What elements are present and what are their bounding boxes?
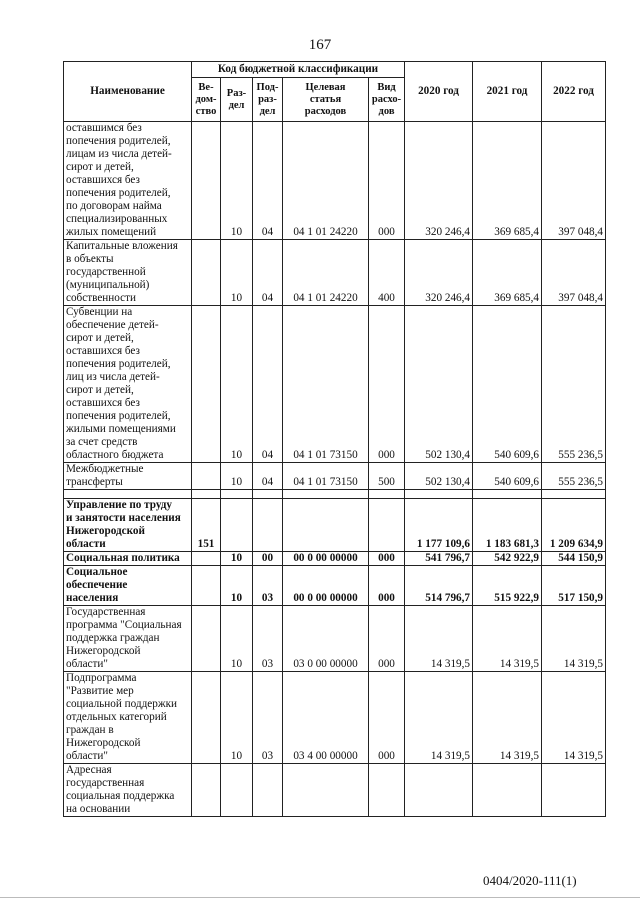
cell-ved [192,606,221,672]
cell-ved [192,463,221,490]
cell-y2021: 515 922,9 [473,566,542,606]
cell-name: Межбюджетные трансферты [64,463,192,490]
cell-podrazdel: 03 [253,566,283,606]
cell-y2020: 1 177 109,6 [405,499,473,552]
table-row [64,764,606,817]
table-row [64,552,606,566]
cell-y2021 [473,764,542,817]
header-target: Целевая статья расходов [283,78,369,122]
cell-y2021: 14 319,5 [473,606,542,672]
cell-target: 04 1 01 73150 [283,463,369,490]
cell-razdel: 10 [221,552,253,566]
cell-y2020: 320 246,4 [405,240,473,306]
cell-razdel: 10 [221,306,253,463]
cell-y2022 [542,490,606,499]
cell-razdel: 10 [221,606,253,672]
header-name: Наименование [64,62,192,122]
cell-name: Социальное обеспечение населения [64,566,192,606]
table-row [64,490,606,499]
cell-target: 00 0 00 00000 [283,552,369,566]
cell-podrazdel [253,499,283,552]
cell-y2021: 1 183 681,3 [473,499,542,552]
table-header [64,62,606,122]
cell-vid: 000 [369,606,405,672]
table-body [64,122,606,817]
bottom-rule [0,897,640,898]
header-podrazdel: Под- раз- дел [253,78,283,122]
cell-y2020: 502 130,4 [405,463,473,490]
cell-podrazdel: 04 [253,122,283,240]
cell-target: 03 4 00 00000 [283,672,369,764]
cell-vid [369,499,405,552]
cell-ved [192,552,221,566]
cell-vid: 000 [369,672,405,764]
cell-y2020: 14 319,5 [405,672,473,764]
table-row [64,499,606,552]
table-row [64,606,606,672]
cell-name: Адресная государственная социальная поддержка на основании [64,764,192,817]
cell-target [283,764,369,817]
cell-ved: 151 [192,499,221,552]
cell-name: оставшимся без попечения родителей, лицам из числа детей- сирот и детей, оставшихся без попечения родителей, по договорам найма специализированных жилых помещений [64,122,192,240]
cell-ved [192,490,221,499]
cell-y2022: 544 150,9 [542,552,606,566]
cell-name: Субвенции на обеспечение детей- сирот и детей, оставшихся без попечения родителей, лиц из числа детей- сирот и детей, оставшихся без попечения родителей, жилыми помещениями за счет средств областного бюджета [64,306,192,463]
cell-razdel [221,764,253,817]
cell-y2020: 502 130,4 [405,306,473,463]
cell-target: 03 0 00 00000 [283,606,369,672]
table-row [64,566,606,606]
cell-razdel: 10 [221,672,253,764]
cell-ved [192,306,221,463]
cell-y2020 [405,764,473,817]
cell-vid: 000 [369,122,405,240]
cell-vid: 500 [369,463,405,490]
cell-podrazdel: 04 [253,240,283,306]
cell-y2022: 1 209 634,9 [542,499,606,552]
cell-vid [369,764,405,817]
cell-y2022: 397 048,4 [542,240,606,306]
cell-y2021: 540 609,6 [473,463,542,490]
cell-vid: 000 [369,566,405,606]
cell-podrazdel: 04 [253,306,283,463]
header-2021: 2021 год [473,62,542,122]
cell-y2022: 555 236,5 [542,306,606,463]
table-row [64,306,606,463]
cell-name [64,490,192,499]
cell-y2020: 320 246,4 [405,122,473,240]
cell-target: 04 1 01 24220 [283,122,369,240]
header-2020: 2020 год [405,62,473,122]
cell-razdel [221,490,253,499]
cell-y2020 [405,490,473,499]
table-row [64,672,606,764]
table-row [64,122,606,240]
cell-podrazdel: 03 [253,672,283,764]
cell-podrazdel: 04 [253,463,283,490]
cell-target: 00 0 00 00000 [283,566,369,606]
cell-ved [192,672,221,764]
header-2022: 2022 год [542,62,606,122]
cell-ved [192,122,221,240]
cell-razdel: 10 [221,240,253,306]
cell-vid: 400 [369,240,405,306]
cell-razdel [221,499,253,552]
cell-vid [369,490,405,499]
cell-razdel: 10 [221,122,253,240]
page-number: 167 [308,37,332,53]
cell-vid: 000 [369,552,405,566]
cell-target [283,499,369,552]
cell-y2022: 397 048,4 [542,122,606,240]
cell-target [283,490,369,499]
cell-y2022: 14 319,5 [542,672,606,764]
cell-target: 04 1 01 24220 [283,240,369,306]
cell-name: Государственная программа "Социальная поддержка граждан Нижегородской области" [64,606,192,672]
cell-y2020: 541 796,7 [405,552,473,566]
document-code: 0404/2020-111(1) [483,873,577,888]
budget-table [63,61,606,817]
cell-y2022: 555 236,5 [542,463,606,490]
cell-razdel: 10 [221,566,253,606]
cell-target: 04 1 01 73150 [283,306,369,463]
cell-razdel: 10 [221,463,253,490]
cell-y2022: 14 319,5 [542,606,606,672]
cell-podrazdel: 03 [253,606,283,672]
cell-y2022 [542,764,606,817]
header-razdel: Раз- дел [221,78,253,122]
cell-y2021: 542 922,9 [473,552,542,566]
cell-y2021: 369 685,4 [473,240,542,306]
table-row [64,240,606,306]
cell-y2020: 514 796,7 [405,566,473,606]
cell-name: Подпрограмма "Развитие мер социальной поддержки отдельных категорий граждан в Нижегородской области" [64,672,192,764]
cell-y2021: 540 609,6 [473,306,542,463]
cell-y2021: 369 685,4 [473,122,542,240]
cell-name: Капитальные вложения в объекты государственной (муниципальной) собственности [64,240,192,306]
cell-y2021 [473,490,542,499]
header-vid: Вид расхо- дов [369,78,405,122]
cell-name: Социальная политика [64,552,192,566]
cell-y2022: 517 150,9 [542,566,606,606]
header-kbk: Код бюджетной классификации [192,62,405,78]
header-vedomstvo: Ве- дом- ство [192,78,221,122]
cell-name: Управление по труду и занятости населения Нижегородской области [64,499,192,552]
cell-ved [192,240,221,306]
cell-podrazdel [253,490,283,499]
table-row [64,463,606,490]
cell-y2021: 14 319,5 [473,672,542,764]
cell-y2020: 14 319,5 [405,606,473,672]
cell-vid: 000 [369,306,405,463]
cell-ved [192,764,221,817]
cell-ved [192,566,221,606]
cell-podrazdel [253,764,283,817]
cell-podrazdel: 00 [253,552,283,566]
